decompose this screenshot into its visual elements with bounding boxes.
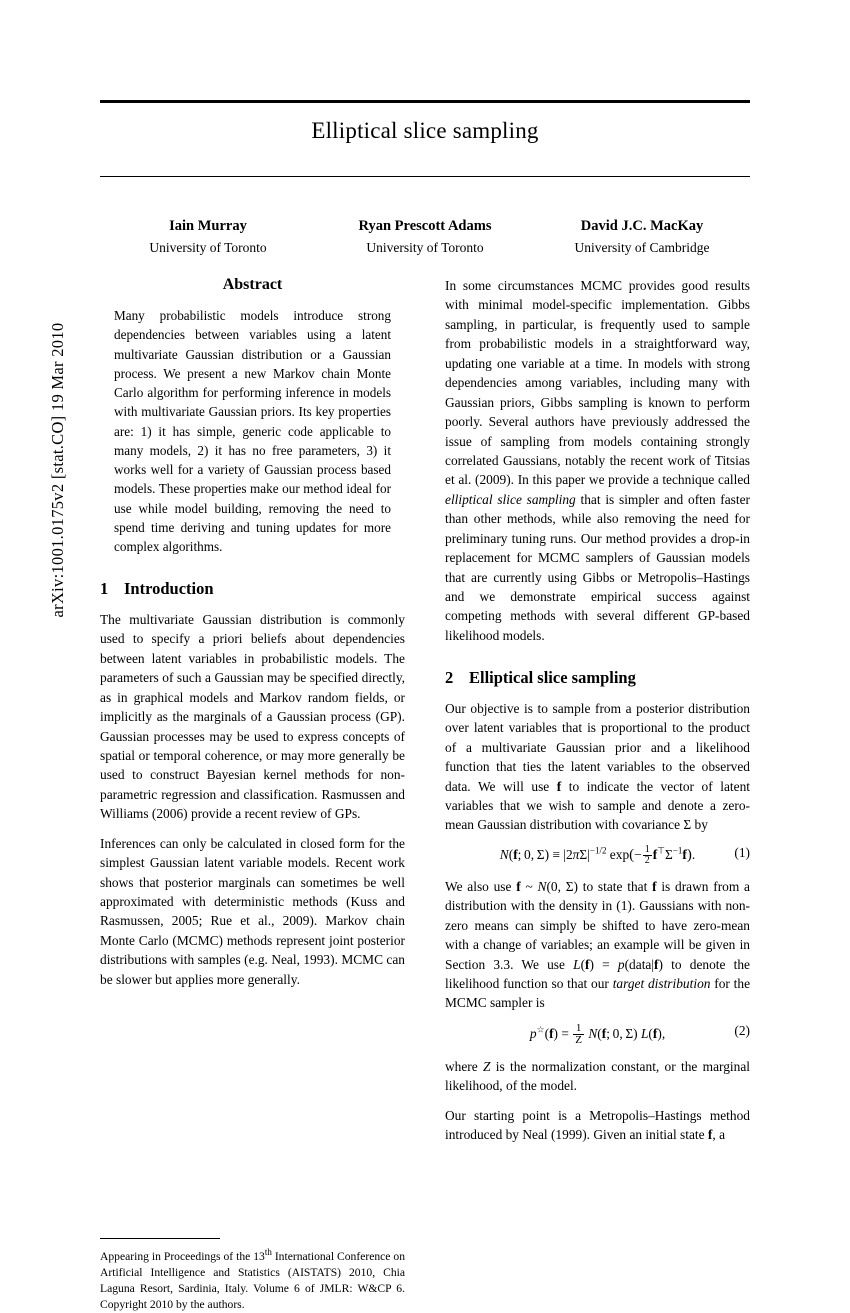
paragraph: The multivariate Gaussian distribution is commonly used to specify a priori beliefs about dependencies between latent variables in probabilistic models. The parameters of such a Gaussian may be specified directly, as in graphical models and Markov random fields, or implicitly as the marginals of a Gaussian process (GP). Gaussian processes may be used to express concepts of spatial or temporal coherence, or may more generally be used to construct Bayesian kernel methods for non-parametric regression and classification. Rasmussen and Williams (2006) provide a recent review of GPs. bbox=[100, 611, 405, 822]
title-rule-top bbox=[100, 100, 750, 103]
equation-body: p☆(f) = $\frac{1}{Z}$ N(f; 0, Σ) L(f), bbox=[529, 1021, 666, 1047]
abstract-text: Many probabilistic models introduce strong dependencies between variables using a latent multivariate Gaussian distribution or a Gaussian process. We present a new Markov chain Monte Carlo algorithm for performing inference in models with multivariate Gaussian priors. Its key properties are: 1) it has simple, generic code applicable to many models, 2) it has no free parameters, 3) it works well for a variety of Gaussian process based models. These properties make our method ideal for use while model building, removing the need to spend time deriving and tuning updates for more complex algorithms. bbox=[114, 308, 391, 555]
equation-target-distribution bbox=[445, 1023, 750, 1047]
author-list bbox=[100, 216, 750, 258]
section-heading-elliptical-slice-sampling bbox=[445, 667, 750, 688]
paragraph: Our objective is to sample from a posterior distribution over latent variables that is proportional to the product of a multivariate Gaussian prior and a likelihood function that ties the latent variables to the observed data. We will use f to indicate the vector of latent variables that we wish to sample and denote a zero-mean Gaussian distribution with covariance Σ by bbox=[445, 700, 750, 833]
author-name: Ryan Prescott Adams bbox=[358, 218, 492, 234]
section-title: Elliptical slice sampling bbox=[469, 668, 636, 688]
left-column bbox=[100, 276, 405, 1311]
author-name: David J.C. MacKay bbox=[580, 218, 704, 234]
author-block bbox=[317, 216, 533, 258]
two-column-body bbox=[100, 276, 751, 1311]
author-block bbox=[534, 216, 750, 258]
equation-number: (1) bbox=[734, 844, 750, 860]
section-number: 1 bbox=[100, 579, 109, 599]
footnote-rule bbox=[100, 1238, 220, 1239]
author-name: Iain Murray bbox=[169, 218, 247, 234]
author-affiliation: University of Toronto bbox=[149, 239, 267, 255]
title-rule-bottom bbox=[100, 176, 750, 177]
emphasis: target distribution bbox=[612, 976, 711, 991]
right-column bbox=[445, 276, 750, 1155]
section-number: 2 bbox=[445, 668, 454, 688]
equation-number: (2) bbox=[734, 1022, 750, 1038]
author-affiliation: University of Toronto bbox=[366, 239, 484, 255]
section-title: Introduction bbox=[124, 579, 214, 599]
emphasis: elliptical slice sampling bbox=[445, 491, 576, 507]
math-symbol-f: f bbox=[556, 778, 562, 794]
paragraph: In some circumstances MCMC provides good results with minimal model-specific implementation. Gibbs sampling, in particular, is frequently used to sample from probabilistic models in a straightforward way, updating one variable at a time. In models with strong dependencies among variables, including many with Gaussian priors, Gibbs sampling is known to perform poorly. Several authors have previously addressed the issue of sampling from models containing strongly correlated Gaussians, notably the recent work of Titsias et al. (2009). In this paper we provide a technique called elliptical slice sampling that is simpler and often faster than other methods, while also removing the need for preliminary tuning runs. Our method provides a drop-in replacement for MCMC samplers of Gaussian models that are currently using Gibbs or Metropolis–Hastings and we demonstrate empirical success against competing methods with several different GP-based likelihood models. bbox=[445, 278, 750, 643]
footnote-line: Appearing in Proceedings of the 13th International Conference on Artificial Intelligence and Statistics (AISTATS) 2010, Chia Laguna Resort, Sardinia, Italy. Volume 6 of JMLR: W&CP 6. Copyright 2010 by the authors. bbox=[100, 1247, 405, 1311]
author-block bbox=[100, 216, 316, 258]
abstract-heading: Abstract bbox=[222, 276, 283, 293]
arxiv-identifier-stamp: arXiv:1001.0175v2 [stat.CO] 19 Mar 2010 bbox=[48, 322, 67, 618]
equation-gaussian-density bbox=[445, 845, 750, 867]
author-affiliation: University of Cambridge bbox=[574, 239, 710, 255]
page-title: Elliptical slice sampling bbox=[311, 118, 539, 143]
paragraph: Inferences can only be calculated in closed form for the simplest Gaussian latent variable models. Recent work shows that posterior marginals can sometimes be well approximated with deterministic methods (Kuss and Rasmussen, 2005; Rue et al., 2009). Markov chain Monte Carlo (MCMC) methods represent joint posterior distributions with samples (e.g. Neal, 1993). MCMC can be slower but applies more generally. bbox=[100, 835, 405, 987]
paragraph: Our starting point is a Metropolis–Hastings method introduced by Neal (1999). Given an initial state f, a bbox=[445, 1107, 750, 1143]
paragraph: where Z is the normalization constant, or the marginal likelihood, of the model. bbox=[445, 1058, 751, 1094]
section-heading-introduction bbox=[100, 578, 405, 599]
paragraph: We also use f ~ N(0, Σ) to state that f is drawn from a distribution with the density in (1). Gaussians with non-zero means can simply be shifted to have zero-mean with a change of variables; an example will be given in Section 3.3. We use L(f) = p(data|f) to denote the likelihood function so that our target distribution for the MCMC sampler is bbox=[445, 878, 751, 1011]
footnote-text bbox=[100, 1246, 405, 1313]
equation-body: N(f; 0, $\Sigma) \equiv |2\pi\Sigma|^{-1/2}$ exp(− $\frac{1}{2}$ $f^⊤\Sigma^{-1}f$). bbox=[499, 843, 696, 867]
paper-page bbox=[100, 0, 751, 1311]
footnote bbox=[100, 1238, 405, 1313]
